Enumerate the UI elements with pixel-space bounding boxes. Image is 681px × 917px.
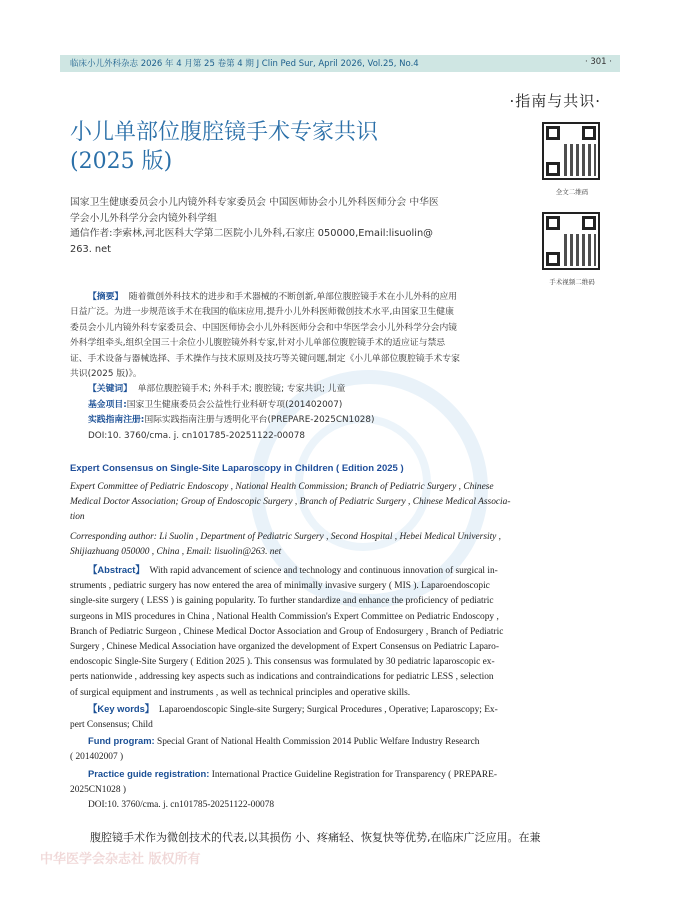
abstract-cn-line: 【摘要】 随着微创外科技术的进步和手术器械的不断创新,单部位腹腔镜手术在小儿外科的应用 bbox=[88, 292, 458, 302]
english-abstract: 【Abstract】 With rapid advancement of science and technology and continuous innovation of surgical in- struments , pediatric surgery has now entered the area of minimally invasive surgery ( MIS ). Laparoendoscopic single-site surgery ( LESS ) is gaining popularity. To further standardize and enhance the proficiency of pediatric surgeons in MIS procedures in China , National Health Commission's Expert Committee on Pediatric Endoscopy , Branch of Pediatric Surgeon , Chinese Medical Doctor Association and Group of Endosurgery , Branch of Pediatric Surgery , Chinese Medical Association have organized the development of Expert Consensus on Pediatric Laparo- endoscopic Single-Site Surgery ( Edition 2025 ). This consensus was formulated by 30 pediatric laparoscopic ex- perts nationwide , addressing key aspects such as indications and contraindications for pediatric LESS , selection of surgical equipment and instruments , as well as technical principles and operative skills. 【Key words】 Laparoendoscopic Single-site Surgery; Surgical Procedures , Operative; Laparoscopy; Ex- pert Consensus; Child Fund program: Special Grant of National Health Commission 2014 Public Welfare Industry Research ( 201402007 ) Practice guide registration: International Practice Guideline Registration for Transparency ( PREPARE- 2025CN1028 ) DOI:10. 3760/cma. j. cn101785-20251122-00078 bbox=[70, 562, 515, 813]
english-registration-line: 2025CN1028 ) bbox=[70, 784, 126, 795]
english-author-line: tion bbox=[70, 512, 85, 523]
english-corresponding-line: Shijiazhuang 050000 , China , Email: lisuolin@263. net bbox=[70, 547, 282, 558]
article-title bbox=[70, 118, 378, 176]
full-text-qr-caption: 全文二维码 bbox=[555, 188, 589, 196]
full-text-qr-code[interactable] bbox=[542, 122, 600, 180]
english-registration: Practice guide registration: International Practice Guideline Registration for Transparency ( PREPARE- bbox=[88, 767, 498, 780]
title-line-2: (2025 版) bbox=[70, 149, 173, 174]
english-abstract-line: single-site surgery ( LESS ) is gaining popularity. To further standardize and enhance the proficiency of pediatric bbox=[70, 596, 494, 607]
english-fund-line: ( 201402007 ) bbox=[70, 752, 124, 763]
english-abstract-line: Branch of Pediatric Surgeon , Chinese Medical Doctor Association and Group of Endosurgery , Branch of Pediatric bbox=[70, 626, 504, 637]
english-fund: Fund program: Special Grant of National Health Commission 2014 Public Welfare Industry Research bbox=[88, 735, 480, 748]
body-text: 腹腔镜手术作为微创技术的代表,以其损伤 小、疼痛轻、恢复快等优势,在临床广泛应用。在兼 bbox=[90, 831, 541, 844]
authors-line: 学会小儿外科学分会内镜外科学组 bbox=[70, 212, 217, 224]
corresponding-line: 通信作者:李索林,河北医科大学第二医院小儿外科,石家庄 050000,Email:lisuolin@ bbox=[70, 228, 433, 239]
english-abstract-line: of surgical equipment and instruments , as well as technical principles and operative skills. bbox=[70, 687, 411, 698]
english-abstract-line: endoscopic Single-Site Surgery ( Edition 2025 ). This consensus was formulated by 30 pediatric laparoscopic ex- bbox=[70, 657, 495, 668]
authors-cn bbox=[70, 195, 520, 257]
abstract-cn-line: 委员会小儿内镜外科专家委员会、中国医师协会小儿外科医师分会和中华医学会小儿外科学分会内镜 bbox=[70, 322, 458, 333]
english-abstract-line: perts nationwide , addressing key aspects such as indications and contraindications for pediatric LESS , selection bbox=[70, 672, 494, 683]
english-title: Expert Consensus on Single-Site Laparoscopy in Children ( Edition 2025 ) bbox=[70, 463, 404, 474]
abstract-cn-line: 证、手术设备与器械选择、手术操作与技术原则及技巧等关键问题,制定《小儿单部位腹腔镜手术专家 bbox=[70, 353, 460, 364]
publisher-watermark-logo: 中华医学会杂志社 版权所有 bbox=[40, 852, 201, 867]
english-corresponding bbox=[70, 530, 515, 560]
english-keywords: 【Key words】 Laparoendoscopic Single-site Surgery; Surgical Procedures , Operative; Laparoscopy; Ex- bbox=[88, 702, 498, 715]
section-label: ·指南与共识· bbox=[509, 92, 601, 110]
abstract-cn-label: 【摘要】 bbox=[88, 292, 124, 302]
keywords-cn: 【关键词】 单部位腹腔镜手术; 外科手术; 腹腔镜; 专家共识; 儿童 bbox=[88, 384, 346, 395]
title-line-1: 小儿单部位腹腔镜手术专家共识 bbox=[70, 120, 379, 145]
running-header bbox=[60, 55, 620, 72]
english-author-line: Expert Committee of Pediatric Endoscopy , National Health Commission; Branch of Pediatric Surgery , Chinese bbox=[70, 482, 494, 492]
fund-cn: 基金项目:国家卫生健康委员会公益性行业科研专项(201402007) bbox=[88, 399, 343, 410]
doi-cn[interactable]: DOI:10. 3760/cma. j. cn101785-20251122-00078 bbox=[88, 430, 305, 441]
registration-cn: 实践指南注册:国际实践指南注册与透明化平台(PREPARE-2025CN1028) bbox=[88, 415, 375, 426]
corresponding-line: 263. net bbox=[70, 243, 112, 255]
english-abstract-label: 【Abstract】 bbox=[88, 564, 145, 575]
abstract-cn-line: 共识(2025 版)》。 bbox=[70, 369, 142, 380]
english-author-line: Medical Doctor Association; Group of Endoscopic Surgery , Branch of Pediatric Surgery , Chinese Medical Associa- bbox=[70, 497, 511, 508]
abstract-cn-line: 日益广泛。为进一步规范该手术在我国的临床应用,提升小儿外科医师微创技术水平,由国家卫生健康 bbox=[70, 307, 454, 318]
authors-line: 国家卫生健康委员会小儿内镜外科专家委员会 中国医师协会小儿外科医师分会 中华医 bbox=[70, 197, 439, 208]
video-qr-code[interactable] bbox=[542, 212, 600, 270]
english-keywords-line: pert Consensus; Child bbox=[70, 720, 153, 731]
english-authors bbox=[70, 480, 515, 526]
journal-citation: 临床小儿外科杂志 2026 年 4 月第 25 卷第 4 期 J Clin Ped Sur, April 2026, Vol.25, No.4 bbox=[70, 59, 419, 69]
english-abstract-line: surgeons in MIS procedures in China , National Health Commission's Expert Committee on Pediatric Endoscopy , bbox=[70, 611, 499, 622]
english-abstract-line: Surgery , Chinese Medical Association have organized the development of Expert Consensus on Pediatric Laparo- bbox=[70, 642, 499, 653]
english-corresponding-line: Corresponding author: Li Suolin , Department of Pediatric Surgery , Second Hospital , Hebei Medical University , bbox=[70, 532, 502, 542]
english-doi[interactable]: DOI:10. 3760/cma. j. cn101785-20251122-00078 bbox=[88, 800, 275, 811]
abstract-cn-line: 外科学组牵头,组织全国三十余位小儿腹腔镜外科专家,针对小儿单部位腹腔镜手术的适应证与禁忌 bbox=[70, 338, 446, 349]
video-qr-caption: 手术视频二维码 bbox=[549, 278, 595, 286]
page-number: · 301 · bbox=[584, 57, 612, 67]
abstract-cn bbox=[70, 290, 520, 444]
english-abstract-line: struments , pediatric surgery has now entered the area of minimally invasive surgery ( MIS ). Laparoendoscopic bbox=[70, 581, 490, 592]
